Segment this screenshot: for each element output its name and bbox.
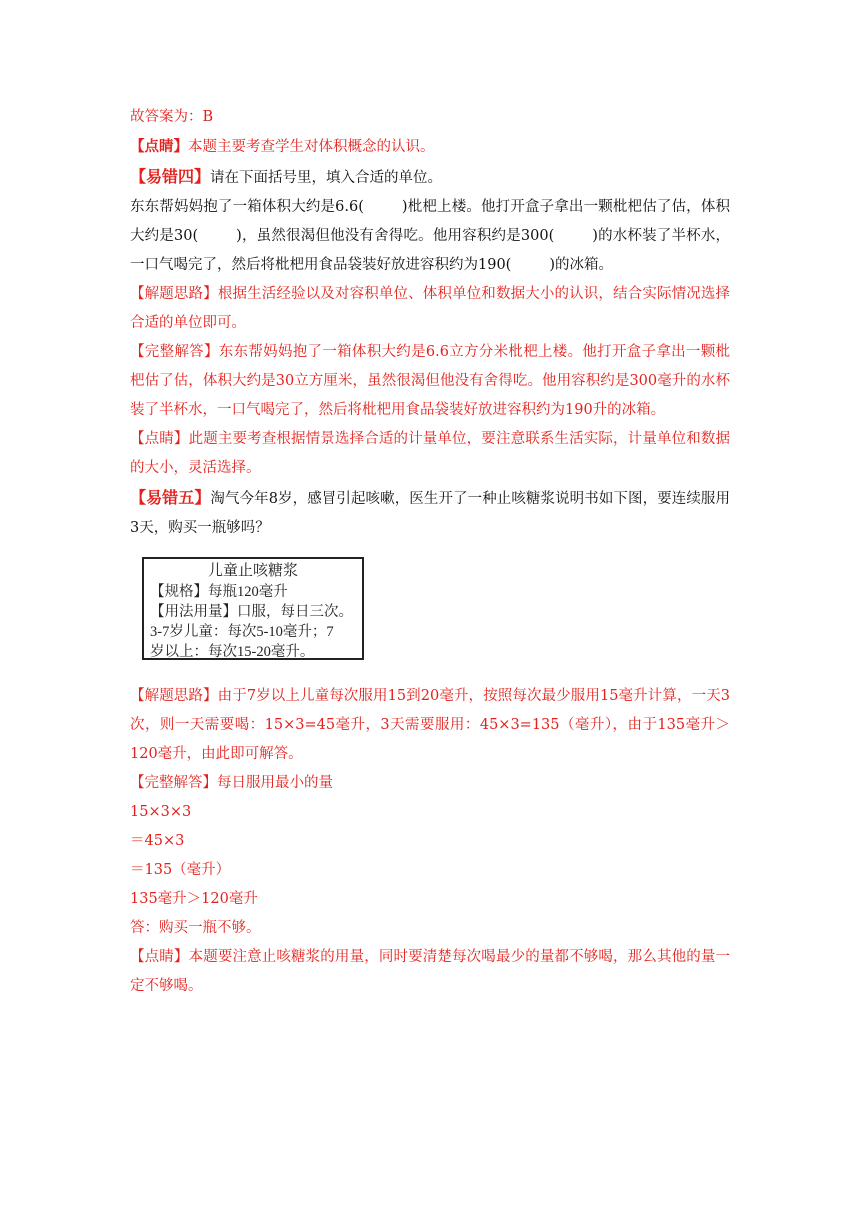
calc-answer: 答：购买一瓶不够。	[130, 920, 261, 936]
thinking-tag: 【解题思路】	[130, 286, 218, 302]
e4-story	[130, 193, 730, 280]
syrup-spec: 【规格】每瓶120毫升	[150, 584, 288, 600]
e4-story-part: )的水杯装了半杯水，一口气喝完了，然后将枇杷用食品袋装好放进容积约为190(	[130, 228, 731, 273]
e5-question	[130, 483, 730, 543]
syrup-dose-older: 岁以上：每次15-20毫升。	[150, 644, 315, 660]
point-text: 本题主要考查学生对体积概念的认识。	[188, 139, 435, 155]
point-text: 本题要注意止咳糖浆的用量，同时要清楚每次喝最少的量都不够喝，那么其他的量一定不够喝。	[130, 949, 731, 994]
e4-full-answer	[130, 338, 730, 425]
answer-line: 故答案为：B	[130, 109, 214, 125]
page-content	[130, 103, 730, 1001]
calc-step: ＝135（毫升）	[130, 862, 231, 878]
e4-tag: 【易错四】	[130, 167, 211, 186]
e4-story-part: 东东帮妈妈抱了一箱体积大约是6.6(	[130, 199, 364, 215]
syrup-instructions-box	[142, 557, 364, 660]
full-answer-tag: 【完整解答】	[130, 775, 217, 791]
calc-step: ＝45×3	[130, 833, 185, 849]
e5-full-answer-head	[130, 769, 730, 798]
e4-story-part: )枇杷上楼。他打开盒子拿出一颗枇杷估了估，体积大约是30(	[130, 199, 730, 244]
syrup-title: 儿童止咳糖浆	[207, 563, 298, 579]
e4-prompt: 请在下面括号里，填入合适的单位。	[210, 170, 443, 186]
syrup-dose-young: 3-7岁儿童：每次5-10毫升；7	[150, 624, 334, 640]
point-note-3	[130, 132, 730, 162]
thinking-tag: 【解题思路】	[130, 688, 218, 704]
e4-story-part: )的冰箱。	[549, 257, 614, 273]
thinking-text: 根据生活经验以及对容积单位、体积单位和数据大小的认识，结合实际情况选择合适的单位即可。	[130, 286, 730, 331]
full-answer-tag: 【完整解答】	[130, 344, 219, 360]
point-tag: 【点睛】	[130, 949, 189, 965]
e5-prompt: 淘气今年8岁，感冒引起咳嗽，医生开了一种止咳糖浆说明书如下图，要连续服用3天，购买一瓶够吗？	[130, 491, 730, 536]
thinking-text: 由于7岁以上儿童每次服用15到20毫升，按照每次最少服用15毫升计算，一天3次，则一天需要喝：15×3=45毫升，3天需要服用：45×3=135（毫升），由于135毫升＞120毫升，由此即可解答。	[130, 688, 731, 762]
e4-thinking	[130, 280, 730, 338]
calc-compare: 135毫升＞120毫升	[130, 891, 258, 907]
point-tag: 【点睛】	[130, 138, 188, 155]
e4-question	[130, 162, 730, 193]
full-answer-text: 东东帮妈妈抱了一箱体积大约是6.6立方分米枇杷上楼。他打开盒子拿出一颗枇杷估了估，体积大约是30立方厘米，虽然很渴但他没有舍得吃。他用容积约是300毫升的水杯装了半杯水，一口气喝完了，然后将枇杷用食品袋装好放进容积约为190升的冰箱。	[130, 344, 731, 418]
e5-tag: 【易错五】	[130, 488, 211, 507]
point-tag: 【点睛】	[130, 431, 189, 447]
e4-point	[130, 425, 730, 483]
e4-story-part: )，虽然很渴但他没有舍得吃。他用容积约是300(	[236, 228, 555, 244]
point-text: 此题主要考查根据情景选择合适的计量单位，要注意联系生活实际，计量单位和数据的大小，灵活选择。	[130, 431, 731, 476]
calc-step: 15×3×3	[130, 804, 192, 820]
full-answer-line: 每日服用最小的量	[217, 775, 333, 791]
e5-thinking	[130, 682, 730, 769]
syrup-usage: 【用法用量】口服，每日三次。	[150, 604, 353, 620]
e5-point	[130, 943, 730, 1001]
